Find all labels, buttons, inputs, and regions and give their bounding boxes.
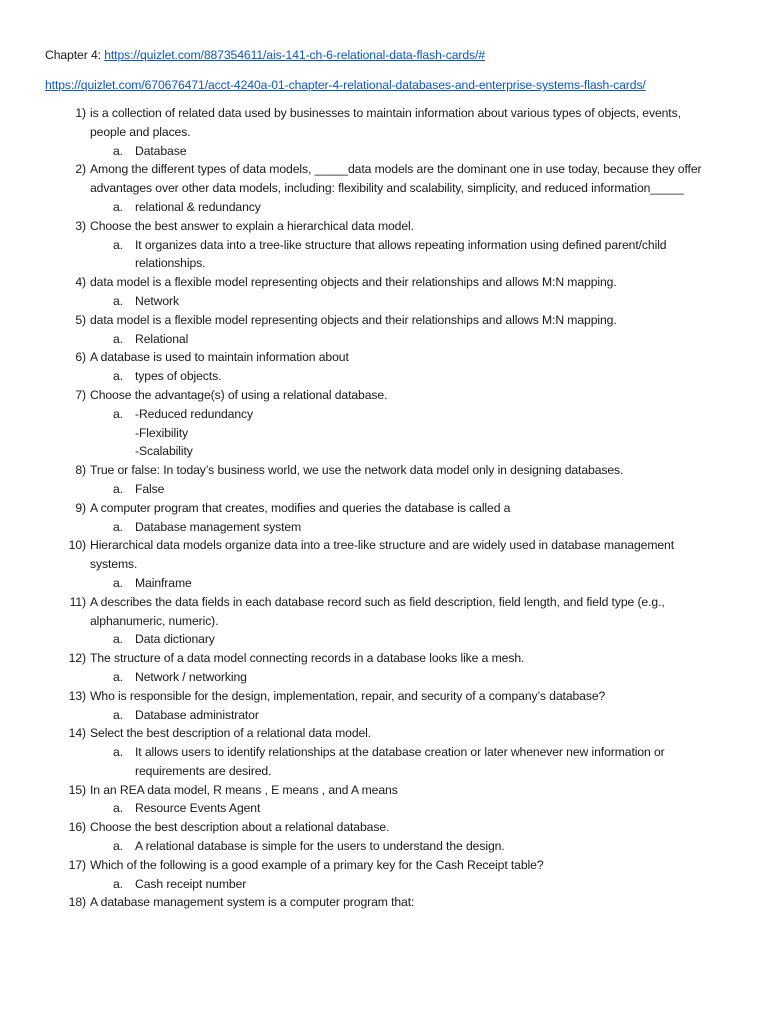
answer-letter: a.	[113, 519, 123, 534]
question-list	[0, 104, 768, 912]
question-number: 18)	[68, 895, 86, 910]
answer-letter: a.	[113, 575, 123, 590]
chapter-heading	[45, 46, 485, 64]
question-text: A describes the data fields in each database record such as field description, field length, and field type (e.g., alphanumeric, numeric).	[90, 594, 665, 628]
question-item	[0, 893, 768, 912]
question-number: 2)	[75, 162, 86, 177]
question-text: A database management system is a computer program that:	[90, 895, 415, 910]
answer-text: A relational database is simple for the users to understand the design.	[135, 839, 505, 854]
question-number: 17)	[68, 857, 86, 872]
answer-text: Database	[135, 143, 187, 158]
answer-item	[0, 518, 768, 537]
question-text: Who is responsible for the design, implementation, repair, and security of a company’s database?	[90, 688, 606, 703]
answer-text: Network	[135, 293, 179, 308]
answer-item	[0, 743, 768, 781]
answer-text: types of objects.	[135, 369, 222, 384]
question-text: A database is used to maintain information about	[90, 350, 349, 365]
question-text: Choose the advantage(s) of using a relational database.	[90, 387, 388, 402]
question-item	[0, 856, 768, 875]
question-number: 13)	[68, 688, 86, 703]
question-number: 15)	[68, 782, 86, 797]
question-text: Which of the following is a good example of a primary key for the Cash Receipt table?	[90, 857, 544, 872]
question-number: 7)	[75, 387, 86, 402]
answer-item	[0, 236, 768, 274]
quizlet-link-2[interactable]: https://quizlet.com/670676471/acct-4240a-01-chapter-4-relational-databases-and-enterprise-systems-flash-cards/	[45, 78, 646, 92]
question-text: Choose the best description about a relational database.	[90, 820, 390, 835]
answer-letter: a.	[113, 745, 123, 760]
answer-text: False	[135, 481, 165, 496]
answer-item	[0, 574, 768, 593]
question-item	[0, 593, 768, 631]
answer-letter: a.	[113, 876, 123, 891]
answer-letter: a.	[113, 801, 123, 816]
question-text: In an REA data model, R means , E means , and A means	[90, 782, 398, 797]
answer-letter: a.	[113, 839, 123, 854]
answer-item	[0, 292, 768, 311]
question-text: Select the best description of a relational data model.	[90, 726, 372, 741]
question-item	[0, 386, 768, 405]
answer-item	[0, 367, 768, 386]
answer-item	[0, 837, 768, 856]
question-number: 11)	[69, 594, 86, 609]
answer-letter: a.	[113, 143, 123, 158]
answer-letter: a.	[113, 406, 123, 421]
question-number: 12)	[68, 651, 86, 666]
quizlet-link-1[interactable]: https://quizlet.com/887354611/ais-141-ch-6-relational-data-flash-cards/#	[104, 48, 485, 62]
answer-text: Database management system	[135, 519, 302, 534]
answer-letter: a.	[113, 369, 123, 384]
question-text: Hierarchical data models organize data into a tree-like structure and are widely used in database management systems.	[90, 538, 675, 572]
question-number: 14)	[68, 726, 86, 741]
answer-text: -Reduced redundancy	[135, 406, 254, 421]
answer-letter: a.	[113, 481, 123, 496]
answer-letter: a.	[113, 293, 123, 308]
answer-text: Cash receipt number	[135, 876, 247, 891]
answer-text: Mainframe	[135, 575, 192, 590]
question-item	[0, 536, 768, 574]
question-item	[0, 217, 768, 236]
question-text: True or false: In today’s business world, we use the network data model only in designing databases.	[90, 463, 624, 478]
question-item	[0, 649, 768, 668]
question-text: A computer program that creates, modifies and queries the database is called a	[90, 500, 511, 515]
answer-text: Resource Events Agent	[135, 801, 261, 816]
question-text: is a collection of related data used by businesses to maintain information about various types of objects, events, people and places.	[90, 106, 681, 139]
question-item	[0, 781, 768, 800]
answer-text: Data dictionary	[135, 632, 215, 647]
question-text: Among the different types of data models, _____data models are the dominant one in use today, because they offer advantages over other data models, including: flexibility and scalability, simplicity, and reduced information_____	[90, 162, 702, 196]
question-item	[0, 104, 768, 142]
question-item	[0, 687, 768, 706]
answer-text: Database administrator	[135, 707, 259, 722]
question-item	[0, 461, 768, 480]
question-number: 4)	[75, 275, 86, 290]
question-item	[0, 724, 768, 743]
question-number: 10)	[68, 538, 86, 553]
answer-item	[0, 405, 768, 461]
answer-text: It organizes data into a tree-like structure that allows repeating information using defined parent/child relationships.	[135, 237, 667, 271]
question-item	[0, 273, 768, 292]
answer-text: relational & redundancy	[135, 199, 261, 214]
answer-letter: a.	[113, 331, 123, 346]
question-item	[0, 499, 768, 518]
answer-text: It allows users to identify relationships at the database creation or later whenever new information or requirements are desired.	[135, 745, 665, 778]
question-text: data model is a flexible model representing objects and their relationships and allows M:N mapping.	[90, 312, 617, 327]
answer-item	[0, 198, 768, 217]
question-number: 6)	[75, 350, 86, 365]
question-number: 16)	[68, 820, 86, 835]
answer-text: -Flexibility	[135, 425, 188, 440]
chapter-label: Chapter 4:	[45, 48, 101, 62]
answer-letter: a.	[113, 632, 123, 647]
answer-letter: a.	[113, 199, 123, 214]
question-number: 1)	[75, 106, 86, 120]
question-item	[0, 160, 768, 198]
question-text: data model is a flexible model representing objects and their relationships and allows M:N mapping.	[90, 275, 617, 290]
answer-item	[0, 142, 768, 161]
answer-text: Network / networking	[135, 669, 247, 684]
question-number: 8)	[75, 463, 86, 478]
answer-text: Relational	[135, 331, 189, 346]
answer-item	[0, 799, 768, 818]
question-number: 3)	[75, 218, 86, 233]
answer-item	[0, 630, 768, 649]
question-item	[0, 311, 768, 330]
question-number: 9)	[75, 500, 86, 515]
answer-item	[0, 875, 768, 894]
question-item	[0, 348, 768, 367]
quizlet-link-2-line	[45, 76, 646, 94]
answer-text: -Scalability	[135, 444, 193, 459]
answer-item	[0, 330, 768, 349]
question-text: The structure of a data model connecting records in a database looks like a mesh.	[90, 651, 525, 666]
answer-item	[0, 706, 768, 725]
question-text: Choose the best answer to explain a hierarchical data model.	[90, 218, 414, 233]
answer-item	[0, 480, 768, 499]
answer-letter: a.	[113, 237, 123, 252]
answer-letter: a.	[113, 669, 123, 684]
answer-letter: a.	[113, 707, 123, 722]
question-number: 5)	[75, 312, 86, 327]
question-item	[0, 818, 768, 837]
answer-item	[0, 668, 768, 687]
